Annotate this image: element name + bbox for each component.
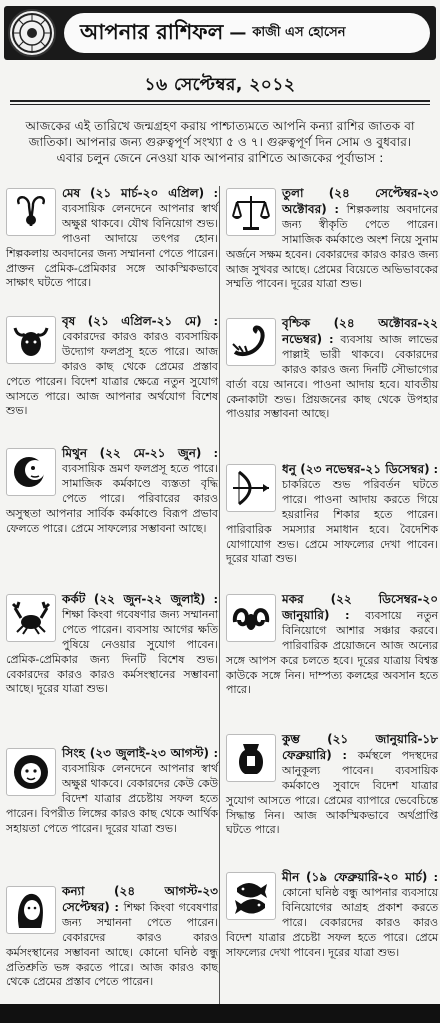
sign-title: কন্যা (২৪ আগস্ট-২৩ সেপ্টেম্বর) <box>62 884 218 914</box>
page-title: আপনার রাশিফল <box>80 19 224 44</box>
lion-icon <box>6 748 56 796</box>
column-divider <box>219 186 220 1006</box>
sign-title: মকর (২২ ডিসেম্বর-২০ জানুয়ারি) <box>282 592 438 622</box>
divider <box>10 100 430 102</box>
sign-text: ব্যবসায়িক লেনদেনে আপনার স্বার্থ অক্ষুণ্ণ থাকবে। যৌথ বিনিয়োগ শুভ। পাওনা আদায়ে তৎপর হোন। শিল্পকলায় অবদানের জন্য সম্মাননা পেতে পারেন। প্রাক্তন প্রেমিক-প্রেমিকার সঙ্গে আকস্মিকভাবে সাক্ষাৎ ঘটতে পারে। <box>6 201 218 290</box>
sign-cancer: কর্কট (২২ জুন-২২ জুলাই) : শিক্ষা কিংবা গবেষণার জন্য সম্মাননা পেতে পারেন। ব্যবসায় আগের ক্ষতি পুষিয়ে নেওয়ার সুযোগ পাবেন। প্রেমিক-প্রেমিকার জন্য দিনটি বিশেষ শুভ। বেকারদের কারও কারও কর্মসংস্থানের সম্ভাবনা আছে। দূরের যাত্রা শুভ। <box>6 592 218 696</box>
sign-virgo: কন্যা (২৪ আগস্ট-২৩ সেপ্টেম্বর) : শিক্ষা কিংবা গবেষণার জন্য সম্মাননা পেতে পারেন। বেকারদের কারও কারও কর্মসংস্থানের সম্ভাবনা আছে। কোনো ঘনিষ্ঠ বন্ধু প্রতিশ্রুতি ভঙ্গ করতে পারে। আজ কারও কাছ থেকে প্রেমের প্রস্তাব পেতে পারেন। <box>6 884 218 989</box>
sign-text: কোনো ঘনিষ্ঠ বন্ধু আপনার ব্যবসায়ে বিনিয়োগের আগ্রহ প্রকাশ করতে পারে। বেকারদের কারও কারও বিদেশ যাত্রার প্রচেষ্টা সফল হতে পারে। প্রেমে সাফল্যের দেখা পাবেন। দূরের যাত্রা শুভ। <box>226 885 438 959</box>
sign-aquarius: কুম্ভ (২১ জানুয়ারি-১৮ ফেব্রুয়ারি) : কর্মস্থলে পদস্থদের আনুকূল্য পাবেন। ব্যবসায়িক কর্মকাণ্ডে সুবাদে বিদেশ যাত্রার সুযোগ আসতে পারে। প্রেমের ব্যাপারে ভেবেচিন্তে সিদ্ধান্ত নিন। আজ আকস্মিকভাবে অর্থপ্রাপ্তি ঘটতে পারে। <box>226 732 438 837</box>
sign-aries: মেষ (২১ মার্চ-২০ এপ্রিল) : ব্যবসায়িক লেনদেনে আপনার স্বার্থ অক্ষুণ্ণ থাকবে। যৌথ বিনিয়োগ শুভ। পাওনা আদায়ে তৎপর হোন। শিল্পকলায় অবদানের জন্য সম্মাননা পেতে পারেন। প্রাক্তন প্রেমিক-প্রেমিকার সঙ্গে আকস্মিকভাবে সাক্ষাৎ ঘটতে পারে। <box>6 186 218 290</box>
sign-pisces: মীন (১৯ ফেব্রুয়ারি-২০ মার্চ) : কোনো ঘনিষ্ঠ বন্ধু আপনার ব্যবসায়ে বিনিয়োগের আগ্রহ প্রকাশ করতে পারে। বেকারদের কারও কারও বিদেশ যাত্রার প্রচেষ্টা সফল হতে পারে। প্রেমে সাফল্যের দেখা পাবেন। দূরের যাত্রা শুভ। <box>226 870 439 959</box>
sign-leo: সিংহ (২৩ জুলাই-২৩ আগস্ট) : ব্যবসায়িক লেনদেনে আপনার স্বার্থ অক্ষুণ্ণ থাকবে। বেকারদের কেউ কেউ বিদেশ যাত্রার প্রচেষ্টায় সফল হতে পারেন। বিপরীত লিঙ্গের কারও কাছ থেকে আর্থিক সহায়তা পেতে পারেন। দূরের যাত্রা শুভ। <box>6 746 218 835</box>
goat-icon <box>226 594 276 642</box>
issue-date: ১৬ সেপ্টেম্বর, ২০১২ <box>144 75 296 95</box>
sign-libra: তুলা (২৪ সেপ্টেম্বর-২৩ অক্টোবর) : শিল্পকলায় অবদানের জন্য স্বীকৃতি পেতে পারেন। সামাজিক কর্মকাণ্ডে অংশ নিয়ে সুনাম অর্জনে সক্ষম হবেন। বেকারদের কারও কারও জন্য আজ সুখবর আছে। প্রেমের বিয়েতে অভিভাবকের সম্মতি পাবেন। দূরের যাত্রা শুভ। <box>226 186 438 291</box>
sign-gemini: মিথুন (২২ মে-২১ জুন) : ব্যবসায়িক ভ্রমণ ফলপ্রসূ হতে পারে। সামাজিক কর্মকাণ্ডে ব্যস্ততা বৃদ্ধি পেতে পারে। পরিবারের কারও অসুস্থতা আপনার সার্বিক কর্মকাণ্ডে বিরূপ প্রভাব ফেলতে পারে। প্রেমে সাফল্যের সম্ভাবনা আছে। <box>6 446 218 535</box>
sign-taurus: বৃষ (২১ এপ্রিল-২১ মে) : বেকারদের কারও কারও ব্যবসায়িক উদ্যোগ ফলপ্রসূ হতে পারে। আজ কারও কাছ থেকে প্রেমের প্রস্তাব পেতে পারেন। বিদেশ যাত্রার ক্ষেত্রে নতুন সুযোগ আসতে পারে। আজ আপনার অর্থযোগ বিশেষ শুভ। <box>6 314 218 418</box>
sign-title: সিংহ (২৩ জুলাই-২৩ আগস্ট) <box>62 746 210 760</box>
footer-bar <box>0 1004 440 1023</box>
sign-text: চাকরিতে শুভ পরিবর্তন ঘটতে পারে। পাওনা আদায় করতে গিয়ে হয়রানির শিকার হতে পারেন। পারিবারিক সমস্যার সমাধান হবে। বৈদেশিক যোগাযোগ শুভ। প্রেমে সাফল্যের দেখা পাবেন। দূরের যাত্রা শুভ। <box>226 477 438 566</box>
bull-icon <box>6 316 56 364</box>
sign-sagittarius: ধনু (২৩ নভেম্বর-২১ ডিসেম্বর) : চাকরিতে শুভ পরিবর্তন ঘটতে পারে। পাওনা আদায় করতে গিয়ে হয়রানির শিকার হতে পারেন। পারিবারিক সমস্যার সমাধান হবে। বৈদেশিক যোগাযোগ শুভ। প্রেমে সাফল্যের দেখা পাবেন। দূরের যাত্রা শুভ। <box>226 462 438 566</box>
sign-text: ব্যবসায়িক ভ্রমণ ফলপ্রসূ হতে পারে। সামাজিক কর্মকাণ্ডে ব্যস্ততা বৃদ্ধি পেতে পারে। পরিবারের কারও অসুস্থতা আপনার সার্বিক কর্মকাণ্ডে বিরূপ প্রভাব ফেলতে পারে। প্রেমে সাফল্যের সম্ভাবনা আছে। <box>6 461 218 535</box>
sign-title: কর্কট (২২ জুন-২২ জুলাই) <box>62 592 206 606</box>
sign-text: ব্যবসায়ে নতুন বিনিয়োগে আশার সঞ্চার করবে। পারিবারিক প্রয়োজনে আজ অন্যের সঙ্গে আপস করে চলতে হবে। দূরের যাত্রায় বিশ্বস্ত কাউকে সঙ্গে নিন। দাম্পত্য কলহের অবসান হতে পারে। <box>226 608 438 697</box>
sign-title: বৃশ্চিক (২৪ অক্টোবর-২২ নভেম্বর) <box>282 316 438 346</box>
sign-text: বেকারদের কারও কারও ব্যবসায়িক উদ্যোগ ফলপ্রসূ হতে পারে। আজ কারও কাছ থেকে প্রেমের প্রস্তাব পেতে পারেন। বিদেশ যাত্রার ক্ষেত্রে নতুন সুযোগ আসতে পারে। আজ আপনার অর্থযোগ বিশেষ শুভ। <box>6 329 218 418</box>
sign-text: কর্মস্থলে পদস্থদের আনুকূল্য পাবেন। ব্যবসায়িক কর্মকাণ্ডে সুবাদে বিদেশ যাত্রার সুযোগ আসতে পারে। প্রেমের ব্যাপারে ভেবেচিন্তে সিদ্ধান্ত নিন। আজ আকস্মিকভাবে অর্থপ্রাপ্তি ঘটতে পারে। <box>226 748 438 837</box>
sign-title: মেষ (২১ মার্চ-২০ এপ্রিল) <box>62 186 205 200</box>
title-dash: — <box>229 23 247 43</box>
twins-icon <box>6 448 56 496</box>
sign-text: শিক্ষা কিংবা গবেষণার জন্য সম্মাননা পেতে পারেন। ব্যবসায় আগের ক্ষতি পুষিয়ে নেওয়ার সুযোগ পাবেন। প্রেমিক-প্রেমিকার জন্য দিনটি বিশেষ শুভ। বেকারদের কারও কারও কর্মসংস্থানের সম্ভাবনা আছে। দূরের যাত্রা শুভ। <box>6 607 218 696</box>
sign-text: শিল্পকলায় অবদানের জন্য স্বীকৃতি পেতে পারেন। সামাজিক কর্মকাণ্ডে অংশ নিয়ে সুনাম অর্জনে সক্ষম হবেন। বেকারদের কারও কারও জন্য আজ সুখবর আছে। প্রেমের বিয়েতে অভিভাবকের সম্মতি পাবেন। দূরের যাত্রা শুভ। <box>226 202 438 291</box>
archer-icon <box>226 464 276 512</box>
divider <box>10 104 430 105</box>
water-bearer-icon <box>226 734 276 782</box>
sign-capricorn: মকর (২২ ডিসেম্বর-২০ জানুয়ারি) : ব্যবসায়ে নতুন বিনিয়োগে আশার সঞ্চার করবে। পারিবারিক প্রয়োজনে আজ অন্যের সঙ্গে আপস করে চলতে হবে। দূরের যাত্রায় বিশ্বস্ত কাউকে সঙ্গে নিন। দাম্পত্য কলহের অবসান হতে পারে। <box>226 592 438 697</box>
author-byline: কাজী এস হোসেন <box>252 24 346 40</box>
fish-icon <box>226 872 276 920</box>
sign-text: ব্যবসায় আজ লাভের পাল্লাই ভারী থাকবে। বেকারদের কারও কারও জন্য দিনটি সৌভাগ্যের বার্তা বয়ে আনবে। পাওনা আদায় হবে। যাবতীয় কেনাকাটা শুভ। প্রিয়জনের কাছ থেকে উপহার পাওয়ার সম্ভাবনা আছে। <box>226 332 438 421</box>
title-box <box>64 13 430 53</box>
sign-title: তুলা (২৪ সেপ্টেম্বর-২৩ অক্টোবর) <box>282 186 438 216</box>
ram-icon <box>6 188 56 236</box>
intro-paragraph: আজকের এই তারিখে জন্মগ্রহণ করায় পাশ্চাত্যমতে আপনি কন্যা রাশির জাতক বা জাতিকা। আপনার জন্য গুরুত্বপূর্ণ সংখ্যা ৫ ও ৭। গুরুত্বপূর্ণ দিন সোম ও বুধবার। এবার চলুন জেনে নেওয়া যাক আপনার রাশিতে আজকের পূর্বাভাস : <box>25 119 415 165</box>
sign-scorpio: বৃশ্চিক (২৪ অক্টোবর-২২ নভেম্বর) : ব্যবসায় আজ লাভের পাল্লাই ভারী থাকবে। বেকারদের কারও কারও জন্য দিনটি সৌভাগ্যের বার্তা বয়ে আনবে। পাওনা আদায় হবে। যাবতীয় কেনাকাটা শুভ। প্রিয়জনের কাছ থেকে উপহার পাওয়ার সম্ভাবনা আছে। <box>226 316 438 421</box>
zodiac-wheel-icon <box>8 9 56 57</box>
sign-title: মীন (১৯ ফেব্রুয়ারি-২০ মার্চ) <box>282 870 428 884</box>
scales-icon <box>226 188 276 236</box>
sign-title: বৃষ (২১ এপ্রিল-২১ মে) <box>62 314 202 328</box>
maiden-icon <box>6 886 56 934</box>
crab-icon <box>6 594 56 642</box>
header-banner <box>4 6 436 60</box>
sign-text: ব্যবসায়িক লেনদেনে আপনার স্বার্থ অক্ষুণ্ণ থাকবে। বেকারদের কেউ কেউ বিদেশ যাত্রার প্রচেষ্টায় সফল হতে পারেন। বিপরীত লিঙ্গের কারও কাছ থেকে আর্থিক সহায়তা পেতে পারেন। দূরের যাত্রা শুভ। <box>6 761 218 835</box>
sign-title: ধনু (২৩ নভেম্বর-২১ ডিসেম্বর) <box>282 462 430 476</box>
scorpion-icon <box>226 318 276 366</box>
sign-text: শিক্ষা কিংবা গবেষণার জন্য সম্মাননা পেতে পারেন। বেকারদের কারও কারও কর্মসংস্থানের সম্ভাবনা আছে। কোনো ঘনিষ্ঠ বন্ধু প্রতিশ্রুতি ভঙ্গ করতে পারে। আজ কারও কাছ থেকে প্রেমের প্রস্তাব পেতে পারেন। <box>6 900 218 989</box>
sign-title: কুম্ভ (২১ জানুয়ারি-১৮ ফেব্রুয়ারি) <box>282 732 438 762</box>
sign-title: মিথুন (২২ মে-২১ জুন) <box>62 446 202 460</box>
